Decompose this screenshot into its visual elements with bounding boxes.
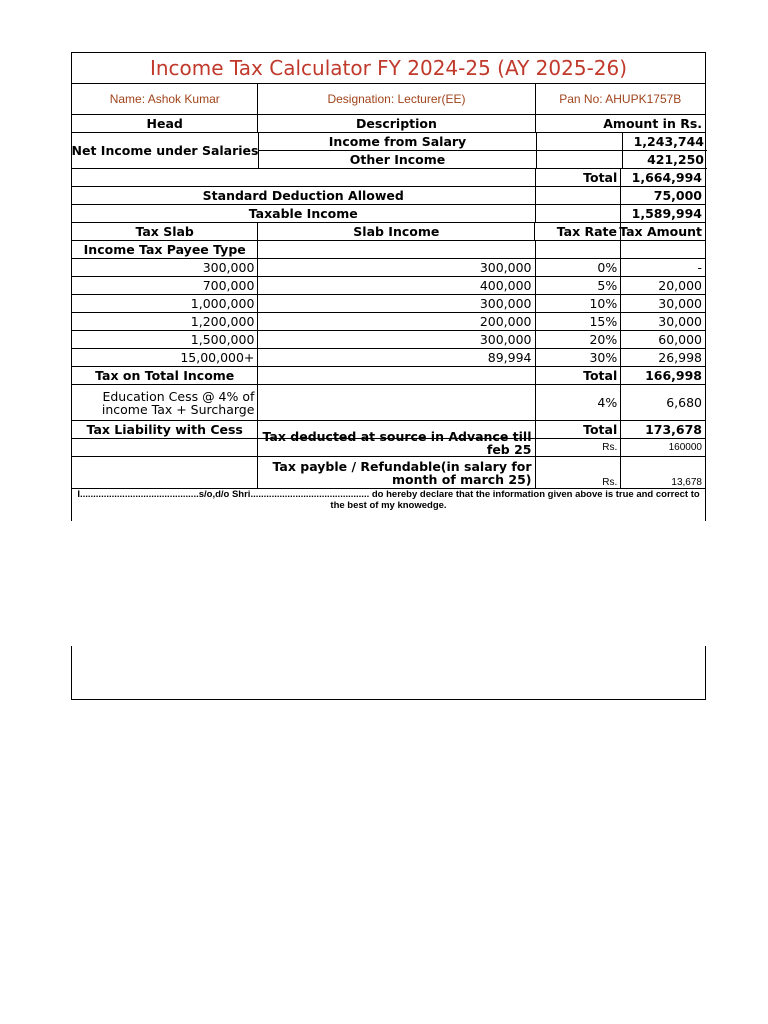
- table-row: [71, 313, 706, 331]
- slab-rate: 20%: [536, 331, 622, 349]
- slab-income: 89,994: [258, 349, 535, 367]
- slab-amount: 26,998: [621, 349, 705, 367]
- slab-rate: 0%: [536, 259, 622, 277]
- slab-amount: 60,000: [621, 331, 705, 349]
- slab-limit: 700,000: [72, 277, 258, 295]
- cess-blank: [258, 385, 535, 421]
- slab-amount: 20,000: [621, 277, 705, 295]
- cess-value: 6,680: [621, 385, 705, 421]
- slab-limit: 1,200,000: [72, 313, 258, 331]
- taxable-income-value: 1,589,994: [621, 205, 705, 223]
- taxable-income-row: [71, 205, 706, 223]
- income-salary-label: Income from Salary: [259, 133, 537, 151]
- salary-total-value: 1,664,994: [621, 169, 705, 187]
- tax-slab-header: Tax Slab: [72, 223, 258, 241]
- tax-rate-header: Tax Rate: [535, 223, 621, 241]
- liability-label: Tax Liability with Cess: [72, 421, 258, 439]
- tax-total-row: [71, 367, 706, 385]
- cess-label: Education Cess @ 4% of income Tax + Surcharge: [72, 385, 258, 421]
- tds-value: 160000: [621, 439, 705, 457]
- liability-total-label: Total: [536, 421, 622, 439]
- liability-value: 173,678: [621, 421, 705, 439]
- tax-total-value: 166,998: [621, 367, 705, 385]
- other-income-value: 421,250: [623, 151, 707, 169]
- header-row: [71, 115, 706, 133]
- slab-income: 300,000: [258, 259, 535, 277]
- salary-total-blank: [72, 169, 536, 187]
- slab-rate: 10%: [536, 295, 622, 313]
- standard-deduction-row: [71, 187, 706, 205]
- slab-limit: 15,00,000+: [72, 349, 258, 367]
- tds-label: Tax deducted at source in Advance till feb 25: [258, 439, 535, 457]
- standard-deduction-label: Standard Deduction Allowed: [72, 187, 536, 205]
- salary-block: [71, 133, 706, 169]
- income-salary-blank: [537, 133, 623, 151]
- employee-name: Name: Ashok Kumar: [72, 84, 258, 115]
- slab-income: 300,000: [258, 295, 535, 313]
- cess-rate: 4%: [536, 385, 622, 421]
- payable-currency: Rs.: [536, 457, 622, 489]
- table-row: [71, 331, 706, 349]
- declaration-row: [71, 489, 706, 521]
- payee-type-blank-3: [621, 241, 705, 259]
- payable-label: Tax payble / Refundable(in salary for month of march 25): [258, 457, 535, 489]
- income-salary-value: 1,243,744: [623, 133, 707, 151]
- amount-header: Amount in Rs.: [536, 115, 705, 133]
- slab-income: 200,000: [258, 313, 535, 331]
- tax-total-total-label: Total: [536, 367, 622, 385]
- slab-income: 400,000: [258, 277, 535, 295]
- slab-income: 300,000: [258, 331, 535, 349]
- slab-rate: 30%: [536, 349, 622, 367]
- signature-box: [71, 646, 706, 700]
- payable-row: [71, 457, 706, 489]
- payee-type-blank-1: [258, 241, 535, 259]
- table-row: [71, 277, 706, 295]
- slab-rate: 5%: [536, 277, 622, 295]
- tds-currency: Rs.: [536, 439, 622, 457]
- slab-rate: 15%: [536, 313, 622, 331]
- title-row: [71, 52, 706, 84]
- employee-designation: Designation: Lecturer(EE): [258, 84, 535, 115]
- tax-calculator-sheet: [71, 52, 706, 521]
- slab-amount: 30,000: [621, 295, 705, 313]
- payee-type-label: Income Tax Payee Type: [72, 241, 258, 259]
- table-row: [71, 349, 706, 367]
- other-income-label: Other Income: [259, 151, 537, 169]
- payable-blank: [72, 457, 258, 489]
- head-header: Head: [72, 115, 258, 133]
- employee-pan: Pan No: AHUPK1757B: [536, 84, 705, 115]
- standard-deduction-blank: [536, 187, 622, 205]
- other-income-blank: [537, 151, 623, 169]
- salary-total-label: Total: [536, 169, 622, 187]
- slab-limit: 300,000: [72, 259, 258, 277]
- payee-type-row: [71, 241, 706, 259]
- standard-deduction-value: 75,000: [621, 187, 705, 205]
- tax-total-label: Tax on Total Income: [72, 367, 258, 385]
- cess-row: [71, 385, 706, 421]
- taxable-income-label: Taxable Income: [72, 205, 536, 223]
- slab-header-row: [71, 223, 706, 241]
- payable-value: 13,678: [621, 457, 705, 489]
- salary-head: Net Income under Salaries: [72, 133, 259, 169]
- taxable-income-blank: [536, 205, 622, 223]
- slab-limit: 1,500,000: [72, 331, 258, 349]
- slab-amount: -: [621, 259, 705, 277]
- tax-amount-header: Tax Amount: [621, 223, 705, 241]
- declaration-text: I.............................................s/o,d/o Shri............................................. do hereby declare that the information given above is true and correct to the best of my knowedge.: [77, 489, 700, 511]
- table-row: [71, 259, 706, 277]
- salary-total-row: [71, 169, 706, 187]
- slab-amount: 30,000: [621, 313, 705, 331]
- info-row: [71, 84, 706, 115]
- description-header: Description: [258, 115, 535, 133]
- slab-income-header: Slab Income: [258, 223, 535, 241]
- page-title: Income Tax Calculator FY 2024-25 (AY 2025-26): [72, 52, 705, 84]
- tax-total-blank: [258, 367, 535, 385]
- payee-type-blank-2: [536, 241, 622, 259]
- table-row: [71, 295, 706, 313]
- slab-limit: 1,000,000: [72, 295, 258, 313]
- tds-blank: [72, 439, 258, 457]
